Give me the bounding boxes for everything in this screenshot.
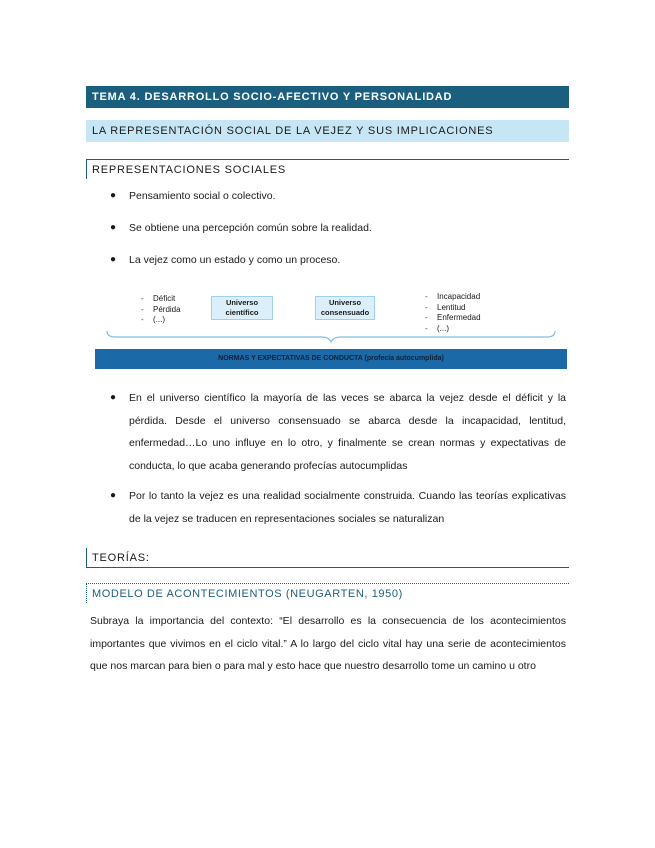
list-item [110, 217, 566, 240]
incapacidad-list [425, 292, 481, 334]
universo-consensuado-box: Universo consensuado [315, 296, 375, 320]
bullet-text: Por lo tanto la vejez es una realidad socialmente construida. Cuando las teorías explicativas de la vejez se traducen en representaciones sociales se naturalizan [129, 490, 566, 525]
teorias-heading: TEORÍAS: [86, 548, 569, 568]
list-item: - Pérdida [141, 305, 181, 316]
list-item: - (...) [141, 315, 181, 326]
list-item: - Enfermedad [425, 313, 481, 324]
list-item [110, 485, 566, 530]
bullet-text: Pensamiento social o colectivo. [129, 190, 276, 202]
bullet-text: En el universo científico la mayoría de las veces se abarca la vejez desde el déficit y la pérdida. Desde el universo consensuado se abarca desde la incapacidad, lentitud, enfermedad…Lo uno influye en lo otro, y finalmente se crean normas y expectativas de conducta, lo que acaba generando profecías autocumplidas [129, 392, 566, 472]
bullet-icon: ● [110, 222, 117, 233]
normas-expectativas-bar: NORMAS Y EXPECTATIVAS DE CONDUCTA (profecía autocumplida) [95, 349, 567, 369]
bullet-text: Se obtiene una percepción común sobre la realidad. [129, 222, 372, 234]
brace-connector [105, 329, 557, 343]
tema-heading: TEMA 4. DESARROLLO SOCIO-AFECTIVO Y PERSONALIDAD [86, 86, 569, 108]
list-item: - Déficit [141, 294, 181, 305]
modelo-paragraph: Subraya la importancia del contexto: “El desarrollo es la consecuencia de los acontecimientos importantes que vivimos en el ciclo vital.” A lo largo del ciclo vital hay una serie de acontecimientos que nos marcan para bien o para mal y esto hace que nuestro desarrollo tome un camino u otro [90, 615, 566, 672]
bullet-icon: ● [110, 254, 117, 265]
modelo-heading: MODELO DE ACONTECIMIENTOS (NEUGARTEN, 1950) [86, 583, 569, 603]
list-item: - Incapacidad [425, 292, 481, 303]
bullet-icon: ● [110, 392, 117, 403]
representaciones-heading: REPRESENTACIONES SOCIALES [86, 159, 569, 179]
section-heading: LA REPRESENTACIÓN SOCIAL DE LA VEJEZ Y SUS IMPLICACIONES [86, 120, 569, 142]
list-item [110, 249, 566, 272]
list-item [110, 185, 566, 208]
list-item [110, 387, 566, 477]
list-item: - Lentitud [425, 303, 481, 314]
bullet-icon: ● [110, 190, 117, 201]
bullet-icon: ● [110, 490, 117, 501]
deficit-list [141, 294, 181, 326]
bullet-text: La vejez como un estado y como un proceso. [129, 254, 341, 266]
universo-cientifico-box: Universo científico [211, 296, 273, 320]
list-item: - (...) [425, 324, 481, 335]
